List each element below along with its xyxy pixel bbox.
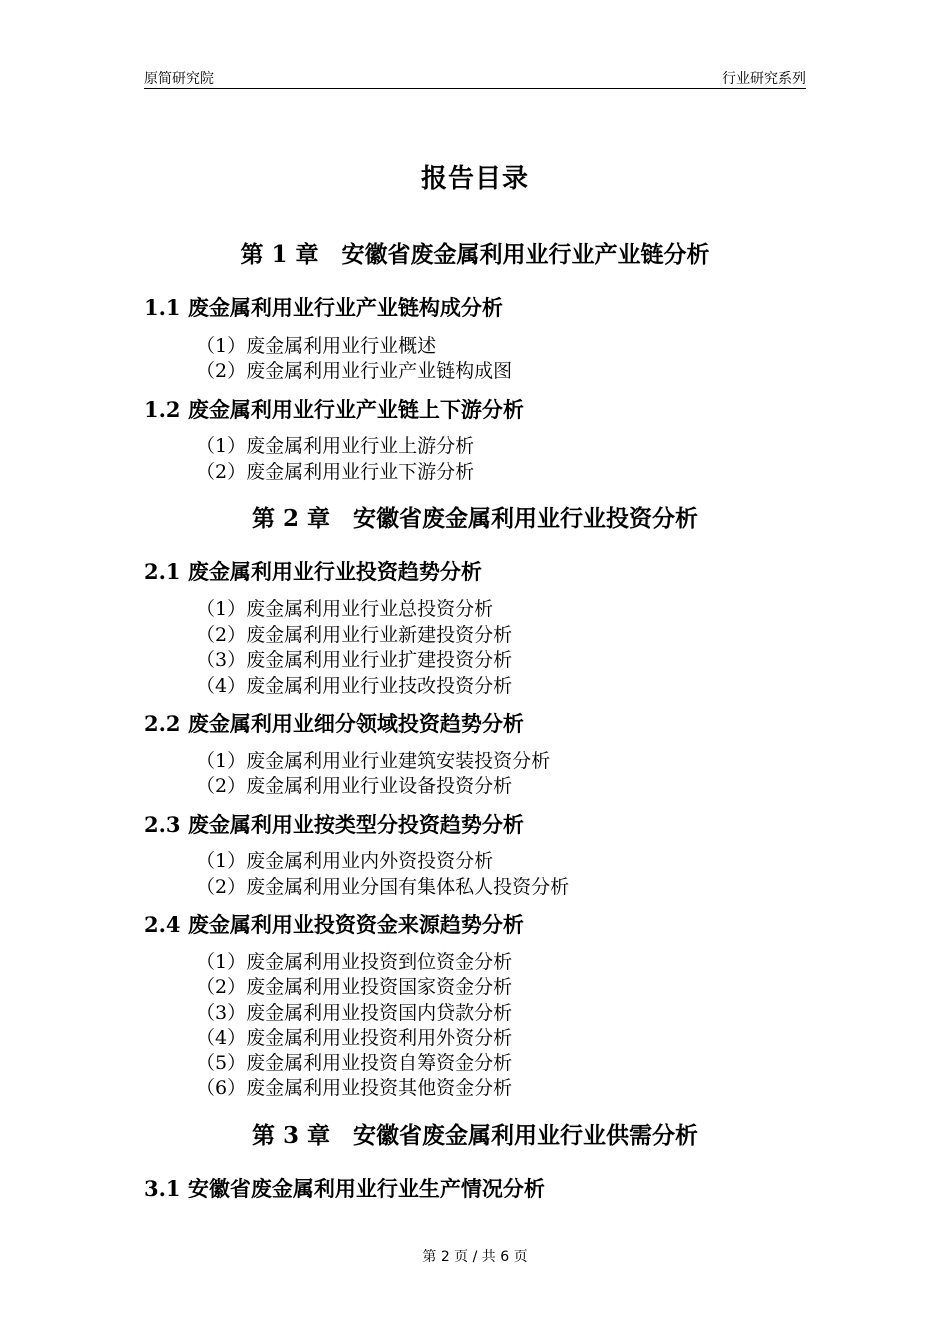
chapter-1-title: 第 1 章 安徽省废金属利用业行业产业链分析 — [240, 241, 710, 268]
chapter-2-title: 第 2 章 安徽省废金属利用业行业投资分析 — [251, 505, 699, 532]
toc-item: （2）废金属利用业行业下游分析 — [196, 461, 475, 483]
toc-item: （5）废金属利用业投资自筹资金分析 — [196, 1052, 513, 1074]
toc-item: （1）废金属利用业行业建筑安装投资分析 — [196, 750, 551, 772]
toc-title: 报告目录 — [420, 164, 529, 194]
section-2-1-title: 2.1 废金属利用业行业投资趋势分析 — [144, 559, 482, 584]
toc-item: （3）废金属利用业投资国内贷款分析 — [196, 1002, 513, 1024]
section-3-1-title: 3.1 安徽省废金属利用业行业生产情况分析 — [144, 1176, 545, 1201]
section-2-3-title: 2.3 废金属利用业按类型分投资趋势分析 — [144, 812, 524, 837]
toc-item: （2）废金属利用业投资国家资金分析 — [196, 976, 513, 998]
toc-item: （1）废金属利用业行业总投资分析 — [196, 598, 494, 620]
toc-item: （2）废金属利用业分国有集体私人投资分析 — [196, 876, 570, 898]
section-1-2-title: 1.2 废金属利用业行业产业链上下游分析 — [144, 397, 524, 422]
header-right: 行业研究系列 — [722, 71, 806, 87]
toc-item: （1）废金属利用业投资到位资金分析 — [196, 951, 513, 973]
toc-item: （4）废金属利用业行业技改投资分析 — [196, 675, 513, 697]
toc-item: （1）废金属利用业内外资投资分析 — [196, 850, 494, 872]
toc-item: （3）废金属利用业行业扩建投资分析 — [196, 649, 513, 671]
header-left: 原简研究院 — [144, 71, 214, 87]
section-2-4-title: 2.4 废金属利用业投资资金来源趋势分析 — [144, 912, 524, 937]
section-1-1-title: 1.1 废金属利用业行业产业链构成分析 — [144, 295, 503, 320]
page-footer: 第 2 页 / 共 6 页 — [422, 1249, 528, 1265]
toc-item: （6）废金属利用业投资其他资金分析 — [196, 1077, 513, 1099]
toc-item: （2）废金属利用业行业新建投资分析 — [196, 624, 513, 646]
toc-item: （2）废金属利用业行业产业链构成图 — [196, 360, 513, 382]
toc-item: （1）废金属利用业行业概述 — [196, 335, 437, 357]
section-2-2-title: 2.2 废金属利用业细分领域投资趋势分析 — [144, 711, 524, 736]
toc-item: （4）废金属利用业投资利用外资分析 — [196, 1027, 513, 1049]
header-rule — [144, 88, 806, 89]
toc-item: （1）废金属利用业行业上游分析 — [196, 435, 475, 457]
chapter-3-title: 第 3 章 安徽省废金属利用业行业供需分析 — [251, 1122, 699, 1149]
toc-item: （2）废金属利用业行业设备投资分析 — [196, 775, 513, 797]
